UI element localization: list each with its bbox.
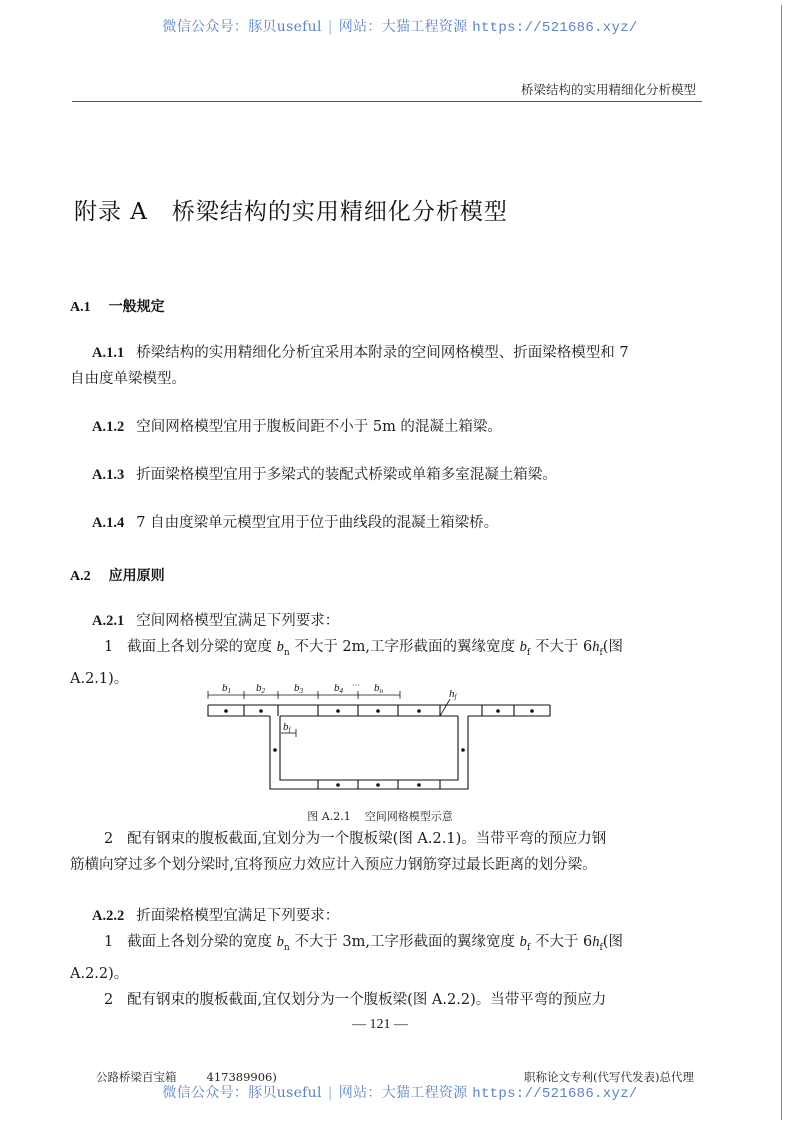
svg-text:···: ··· (352, 683, 360, 690)
clause-number: A.2.2 (92, 908, 125, 924)
svg-text:b3: b3 (294, 683, 303, 695)
clause-a-1-3: A.1.3 折面梁格模型宜用于多梁式的装配式桥梁或单箱多室混凝土箱梁。 (92, 467, 557, 483)
watermark-site: 网站：大猫工程资源 (338, 19, 468, 35)
svg-text:b4: b4 (334, 683, 343, 695)
clause-a-2-1-item-2: 2 配有钢束的腹板截面,宜划分为一个腹板梁(图 A.2.1)。当带平弯的预应力钢 筋横向穿过多个划分梁时,宜将预应力效应计入预应力钢筋穿过最长距离的划分梁。 (70, 831, 607, 873)
watermark-url: https://521686.xyz/ (472, 20, 638, 36)
footer-left: 公路桥梁百宝箱 417389906) (96, 1070, 277, 1084)
watermark-bottom (0, 1082, 800, 1102)
clause-a-2-1: A.2.1 空间网格模型宜满足下列要求： 1 截面上各划分梁的宽度 $b_n$ 不大于 2m,工字形截面的翼缘宽度 $b_f$ 不大于 $6h_f$(图 A.2.1)。 (70, 608, 710, 692)
item-1: 1 截面上各划分梁的宽度 $b_n$ 不大于 3m,工字形截面的翼缘宽度 $b_f$ 不大于 $6h_f$(图 (104, 934, 623, 953)
item-1: 1 截面上各划分梁的宽度 $b_n$ 不大于 2m,工字形截面的翼缘宽度 $b_f$ 不大于 $6h_f$(图 (104, 639, 623, 658)
figure-caption (0, 808, 760, 824)
svg-text:bn: bn (374, 683, 383, 695)
watermark-separator: | (327, 19, 333, 35)
clause-number: A.1.2 (92, 419, 125, 435)
figure-caption-number: 图 A.2.1 (307, 810, 351, 823)
svg-text:b2: b2 (256, 683, 265, 695)
appendix-title (74, 193, 508, 226)
watermark-wechat: 微信公众号：豚贝useful (162, 19, 322, 35)
figure-caption-text: 空间网格模型示意 (364, 810, 453, 823)
clause-number: A.2.1 (92, 613, 125, 629)
watermark-wechat: 微信公众号：豚贝useful (162, 1085, 322, 1101)
clause-number: A.1.3 (92, 467, 125, 483)
clause-number: A.1.4 (92, 515, 125, 531)
watermark-separator: | (327, 1085, 333, 1101)
header-rule (72, 101, 702, 102)
page-edge-line (781, 5, 782, 1120)
appendix-label: 附录 A (74, 199, 148, 225)
watermark-site: 网站：大猫工程资源 (338, 1085, 468, 1101)
watermark-top (0, 16, 800, 36)
watermark-url: https://521686.xyz/ (472, 1086, 638, 1102)
appendix-title-text: 桥梁结构的实用精细化分析模型 (171, 199, 508, 225)
figure-space-grid-model (200, 683, 560, 803)
svg-text:bf: bf (283, 721, 291, 734)
footer-right: 职称论文专利(代写代发表)总代理 (524, 1070, 694, 1084)
clause-a-1-2: A.1.2 空间网格模型宜用于腹板间距不小于 5m 的混凝土箱梁。 (92, 419, 502, 435)
clause-a-1-4: A.1.4 7 自由度梁单元模型宜用于位于曲线段的混凝土箱梁桥。 (92, 515, 499, 531)
clause-number: A.1.1 (92, 345, 125, 361)
section-heading-a2: A.2 应用原则 (70, 568, 165, 584)
svg-text:b1: b1 (222, 683, 231, 695)
running-header: 桥梁结构的实用精细化分析模型 (520, 82, 696, 97)
clause-a-2-2: A.2.2 折面梁格模型宜满足下列要求： 1 截面上各划分梁的宽度 $b_n$ 不大于 3m,工字形截面的翼缘宽度 $b_f$ 不大于 $6h_f$(图 A.2.2)。 2 配有钢束的腹板截面,宜仅划分为一个腹板梁(图 A.2.2)。当带平弯的预应力 (70, 903, 710, 1013)
clause-a-1-1: A.1.1 桥梁结构的实用精细化分析宜采用本附录的空间网格模型、折面梁格模型和 7 自由度单梁模型。 (70, 345, 629, 387)
section-heading-a1: A.1 一般规定 (70, 299, 165, 315)
page-number: — 121 — (352, 1017, 408, 1032)
item-2: 2 配有钢束的腹板截面,宜仅划分为一个腹板梁(图 A.2.2)。当带平弯的预应力 (104, 991, 607, 1008)
svg-text:hf: hf (449, 688, 457, 701)
